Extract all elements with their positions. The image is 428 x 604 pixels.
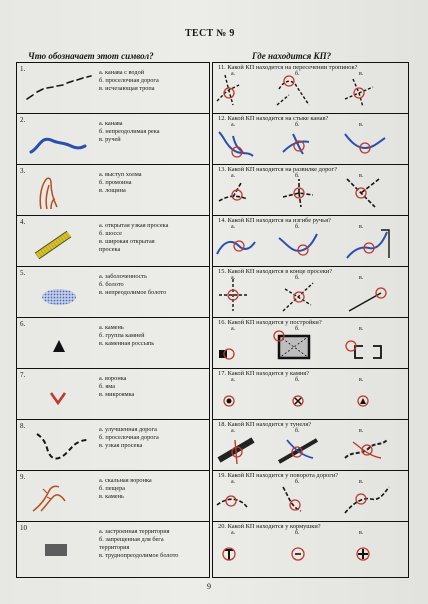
option-c[interactable]: в. камень [99, 493, 124, 500]
answer-options [99, 171, 142, 195]
test-title: ТЕСТ № 9 [185, 28, 235, 39]
answer-label-a[interactable]: а. [231, 122, 236, 128]
answer-label-c[interactable]: в. [359, 122, 364, 128]
answer-label-a[interactable]: а. [231, 173, 236, 179]
option-c-continued: просека [99, 246, 121, 253]
row-number: 4. [20, 218, 26, 226]
option-c[interactable]: в. узкая просека [99, 442, 143, 449]
question-row [213, 522, 408, 577]
answer-options [99, 426, 159, 450]
answer-label-c[interactable]: в. [359, 173, 364, 179]
answer-options [99, 375, 134, 399]
answer-label-a[interactable]: а. [231, 326, 236, 332]
option-a[interactable]: а. застроенная территория [99, 528, 170, 535]
question-text: 11. Какой КП находится на пересечении тропинок? [218, 64, 358, 71]
option-b[interactable]: б. промоина [99, 179, 132, 186]
question-row [213, 318, 408, 369]
question-text: 18. Какой КП находится у тунеля? [218, 421, 312, 428]
row-number: 6. [20, 320, 26, 328]
option-a[interactable]: а. открытая узкая просека [99, 222, 169, 229]
option-b[interactable]: б. проселочная дорога [99, 434, 159, 441]
dashed-road-icon [23, 428, 95, 464]
option-c[interactable]: в. каменная россыпь [99, 340, 155, 347]
question-row [213, 63, 408, 114]
question-row [213, 369, 408, 420]
option-a[interactable]: а. воронка [99, 375, 127, 382]
option-c[interactable]: в. ручей [99, 136, 121, 143]
option-a[interactable]: а. канава [99, 120, 123, 127]
option-a[interactable]: а. камень [99, 324, 124, 331]
stream-line-icon [23, 122, 95, 158]
answer-label-c[interactable]: в. [359, 479, 364, 485]
gully-contour-icon [23, 173, 95, 209]
answer-label-a[interactable]: а. [231, 224, 236, 230]
question-row [213, 420, 408, 471]
answer-label-a[interactable]: а. [231, 71, 236, 77]
option-c[interactable]: в. непреодолимое болото [99, 289, 167, 296]
answer-label-c[interactable]: в. [359, 71, 364, 77]
question-text: 16. Какой КП находится у постройки? [218, 319, 322, 326]
symbols-table [16, 62, 210, 578]
row-number: 2. [20, 116, 26, 124]
tunnel-figures [213, 428, 408, 468]
option-b[interactable]: б. запрещенная для бега [99, 536, 164, 543]
question-text: 12. Какой КП находится на стыке канав? [218, 115, 329, 122]
symbol-row [17, 63, 209, 114]
question-text: 13. Какой КП находится на развилке дорог? [218, 166, 337, 173]
answer-label-b[interactable]: б. [295, 71, 300, 77]
trail-crossing-figures [213, 71, 408, 111]
option-b[interactable]: б. яма [99, 383, 115, 390]
answer-label-b[interactable]: б. [295, 428, 300, 434]
answer-options [99, 120, 160, 144]
option-b-continued: территория [99, 544, 130, 551]
answer-label-b[interactable]: б. [295, 275, 300, 281]
stone-figures [213, 377, 408, 417]
symbol-row [17, 369, 209, 420]
symbol-row [17, 522, 209, 577]
answer-label-c[interactable]: в. [359, 326, 364, 332]
answer-label-c[interactable]: в. [359, 275, 364, 281]
page-number: 9 [207, 582, 211, 591]
answer-options [99, 528, 178, 560]
option-b[interactable]: б. болото [99, 281, 124, 288]
answer-label-b[interactable]: б. [295, 377, 300, 383]
answer-label-a[interactable]: а. [231, 428, 236, 434]
option-a[interactable]: а. заболоченность [99, 273, 148, 280]
option-a[interactable]: а. скальная воронка [99, 477, 152, 484]
answer-label-a[interactable]: а. [231, 377, 236, 383]
control-points-table [212, 62, 409, 578]
answer-options [99, 477, 152, 501]
row-number: 1. [20, 65, 26, 73]
option-c[interactable]: в. лощина [99, 187, 126, 194]
option-b[interactable]: б. непреодолимая река [99, 128, 160, 135]
row-number: 9. [20, 473, 26, 481]
building-figures [213, 326, 408, 366]
dashed-track-icon [23, 71, 95, 107]
answer-label-a[interactable]: а. [231, 275, 236, 281]
answer-label-c[interactable]: в. [359, 377, 364, 383]
option-c[interactable]: в. широкая открытая [99, 238, 155, 245]
symbol-row [17, 114, 209, 165]
stream-bend-figures [213, 224, 408, 264]
question-row [213, 471, 408, 522]
road-bend-figures [213, 479, 408, 519]
question-row [213, 267, 408, 318]
option-c[interactable]: в. микроямка [99, 391, 135, 398]
road-fork-figures [213, 173, 408, 213]
row-number: 7. [20, 371, 26, 379]
question-row [213, 165, 408, 216]
answer-options [99, 324, 154, 348]
answer-label-b[interactable]: б. [295, 479, 300, 485]
option-a[interactable]: а. выступ холма [99, 171, 142, 178]
answer-label-b[interactable]: б. [295, 224, 300, 230]
option-a[interactable]: а. улучшенная дорога [99, 426, 157, 433]
option-b[interactable]: б. проселочная дорога [99, 77, 159, 84]
answer-label-b[interactable]: б. [295, 326, 300, 332]
row-number: 5. [20, 269, 26, 277]
symbol-row [17, 318, 209, 369]
question-row [213, 216, 408, 267]
symbol-row [17, 267, 209, 318]
question-row [213, 114, 408, 165]
answer-options [99, 222, 168, 254]
right-column-header: Где находится КП? [252, 51, 332, 61]
yellow-ride-icon [23, 224, 95, 260]
cliff-lines-icon [23, 479, 95, 515]
symbol-row [17, 165, 209, 216]
symbol-row [17, 471, 209, 522]
answer-options [99, 273, 166, 297]
answer-label-c[interactable]: в. [359, 530, 364, 536]
marsh-ellipse-icon [23, 275, 95, 311]
answer-label-b[interactable]: б. [295, 173, 300, 179]
question-text: 17. Какой КП находится у камня? [218, 370, 310, 377]
option-c[interactable]: в. труднопреодолимое болото [99, 552, 179, 559]
option-b[interactable]: б. пещера [99, 485, 126, 492]
feeder-figures [213, 530, 408, 570]
answer-options [99, 69, 159, 93]
left-column-header: Что обозначает этот символ? [28, 51, 154, 61]
option-b[interactable]: б. шоссе [99, 230, 122, 237]
question-text: 20. Какой КП находится у кормушки? [218, 523, 321, 530]
row-number: 3. [20, 167, 26, 175]
answer-label-a[interactable]: а. [231, 479, 236, 485]
ride-end-figures [213, 275, 408, 315]
option-c[interactable]: в. исчезающая тропа [99, 85, 155, 92]
answer-label-b[interactable]: б. [295, 122, 300, 128]
option-a[interactable]: а. канава с водой [99, 69, 145, 76]
question-text: 19. Какой КП находится у поворота дороги? [218, 472, 339, 479]
answer-label-c[interactable]: в. [359, 224, 364, 230]
question-text: 14. Какой КП находится на изгибе ручья? [218, 217, 331, 224]
option-b[interactable]: б. группа камней [99, 332, 145, 339]
row-number: 8. [20, 422, 26, 430]
answer-label-a[interactable]: а. [231, 530, 236, 536]
symbol-row [17, 216, 209, 267]
symbol-row [17, 420, 209, 471]
question-text: 15. Какой КП находится в конце просеки? [218, 268, 333, 275]
answer-label-c[interactable]: в. [359, 428, 364, 434]
grey-rectangle-icon [23, 530, 95, 566]
black-triangle-icon [23, 326, 95, 362]
ditch-junction-figures [213, 122, 408, 162]
answer-label-b[interactable]: б. [295, 530, 300, 536]
red-v-icon [23, 377, 95, 413]
row-number: 10 [20, 524, 27, 532]
